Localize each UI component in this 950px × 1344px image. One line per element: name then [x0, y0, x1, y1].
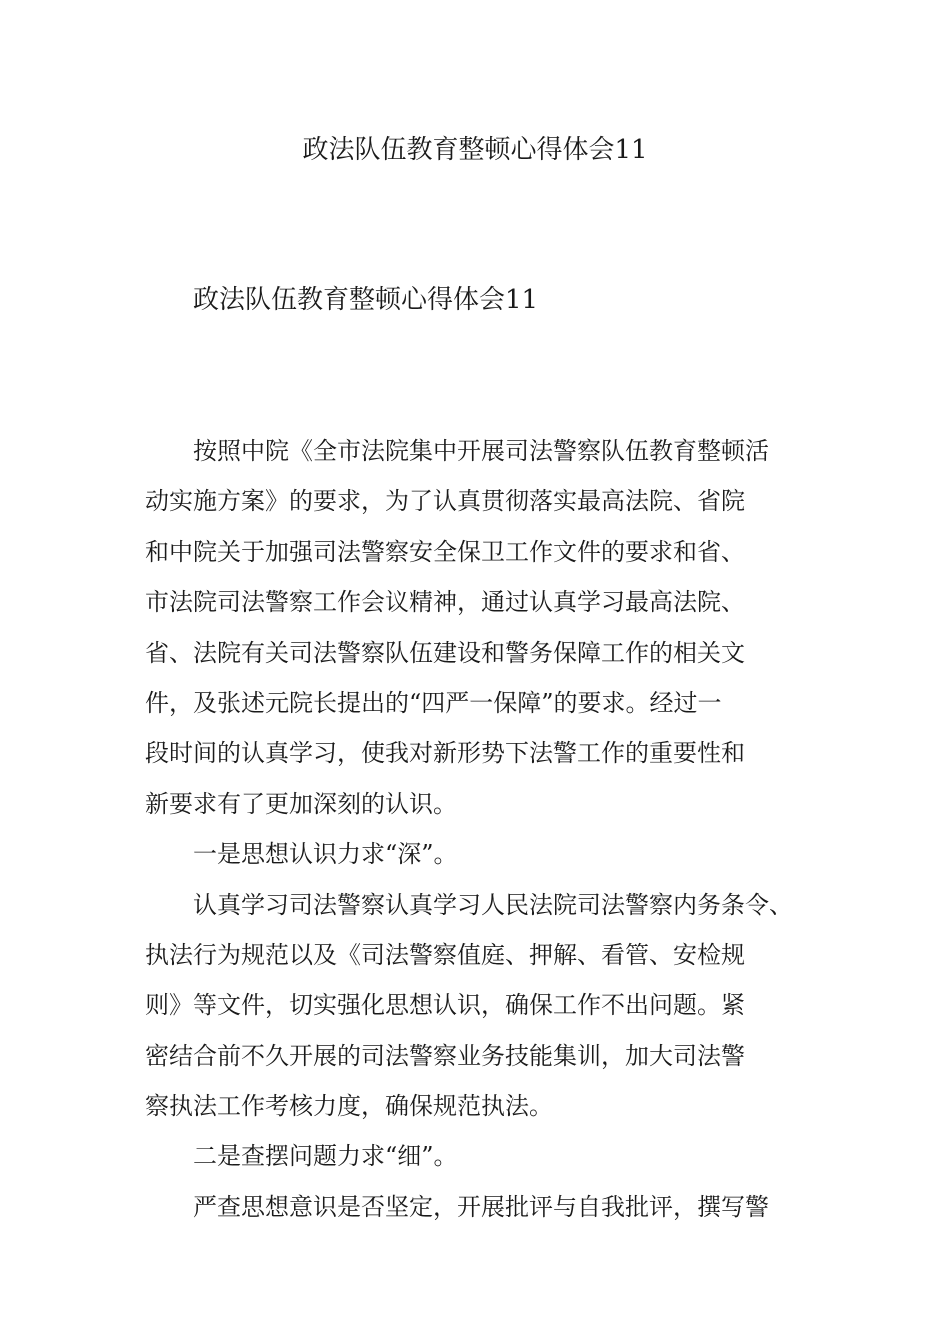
section-heading: 一是思想认识力求“深”。 [193, 840, 458, 869]
body-line: 新要求有了更加深刻的认识。 [145, 789, 457, 818]
body-line: 察执法工作考核力度，确保规范执法。 [145, 1092, 553, 1121]
body-line: 认真学习司法警察认真学习人民法院司法警察内务条令、 [193, 890, 793, 919]
body-line: 按照中院《全市法院集中开展司法警察队伍教育整顿活 [193, 437, 769, 465]
document-body [145, 426, 820, 1232]
body-line: 和中院关于加强司法警察安全保卫工作文件的要求和省、 [145, 537, 745, 566]
page-title: 政法队伍教育整顿心得体会11 [302, 135, 648, 165]
body-line: 动实施方案》的要求，为了认真贯彻落实最高法院、省院 [145, 487, 745, 516]
body-line: 严查思想意识是否坚定，开展批评与自我批评，撰写警 [193, 1192, 769, 1221]
section-heading: 二是查摆问题力求“细”。 [193, 1142, 458, 1171]
body-line: 则》等文件，切实强化思想认识，确保工作不出问题。紧 [145, 991, 745, 1020]
body-line: 市法院司法警察工作会议精神，通过认真学习最高法院、 [145, 588, 745, 617]
body-line: 省、法院有关司法警察队伍建设和警务保障工作的相关文 [145, 638, 745, 667]
body-line: 段时间的认真学习，使我对新形势下法警工作的重要性和 [145, 739, 745, 768]
document-subtitle: 政法队伍教育整顿心得体会11 [193, 285, 539, 315]
body-line: 密结合前不久开展的司法警察业务技能集训，加大司法警 [145, 1041, 745, 1070]
body-line: 件，及张述元院长提出的“四严一保障”的要求。经过一 [145, 688, 722, 717]
body-line: 执法行为规范以及《司法警察值庭、押解、看管、安检规 [145, 940, 745, 969]
